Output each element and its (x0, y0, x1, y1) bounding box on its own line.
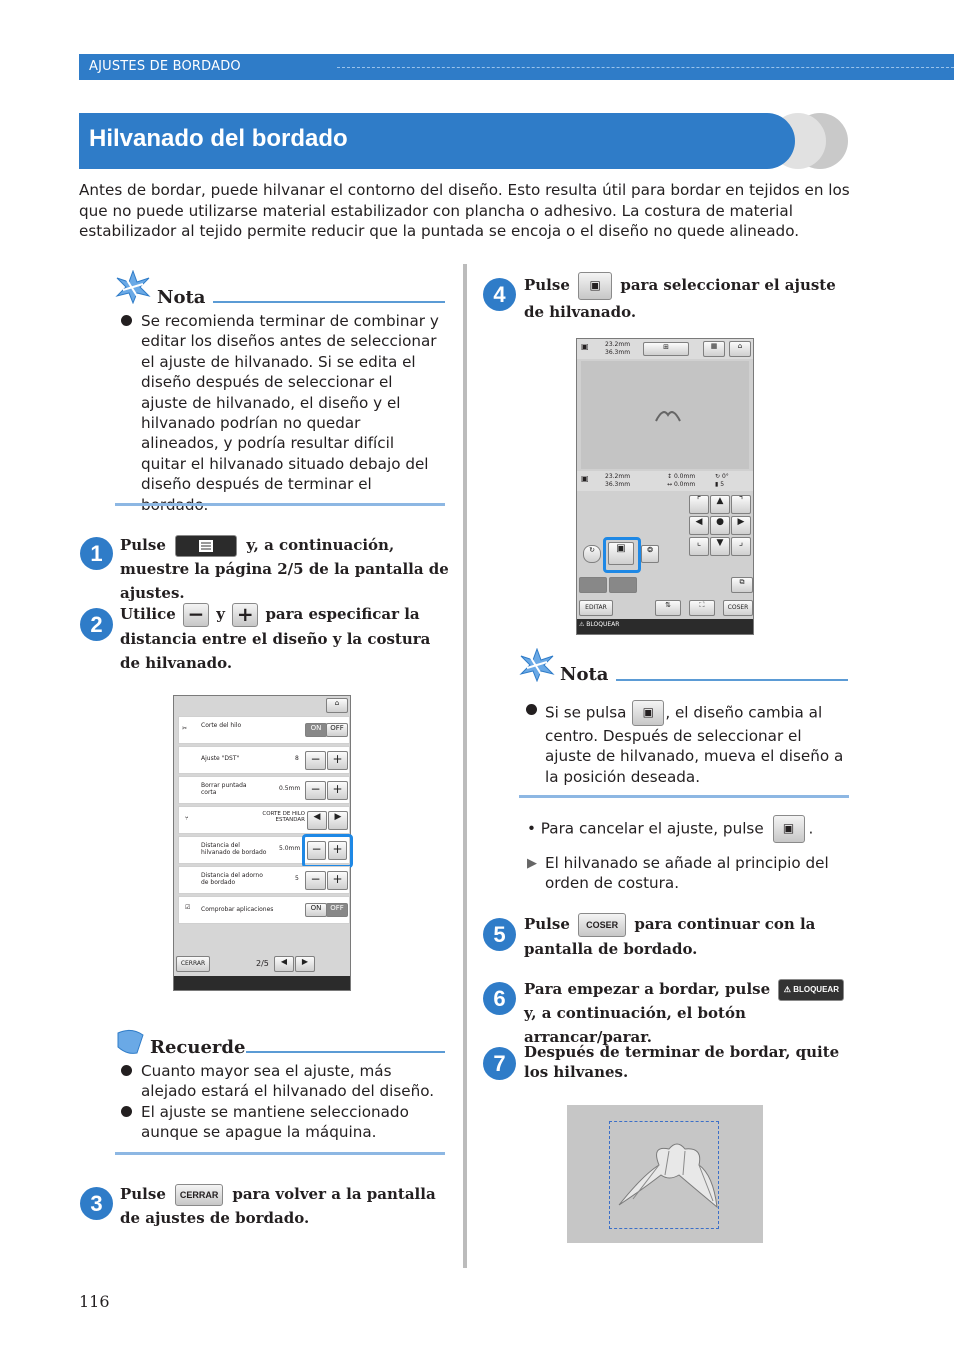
step-5-text (524, 912, 844, 961)
home-icon[interactable]: ⌂ (326, 698, 348, 713)
next-page-button[interactable]: ▶ (295, 956, 315, 972)
settings-row (178, 836, 350, 864)
info-unit: mm (618, 473, 631, 480)
bullet (526, 704, 537, 715)
row-value (279, 845, 300, 852)
embroidery-screen (576, 338, 754, 635)
value-number: 5.0 (279, 845, 289, 852)
center-button[interactable]: ● (710, 516, 730, 535)
row-value: 8 (295, 755, 299, 762)
step-number: 2 (80, 608, 113, 641)
recuerde-icon (115, 1027, 147, 1057)
preview-area (581, 361, 749, 469)
step-text: Pulse (120, 1185, 166, 1203)
settings-row: ✂ Corte del hilo ON OFF (178, 716, 350, 744)
step-text: Pulse (524, 276, 570, 294)
left-arrow-button[interactable]: ◀ (307, 811, 327, 830)
pos-unit: mm (683, 481, 696, 488)
info-w-value: 23.2 (605, 473, 619, 480)
size-h (605, 349, 630, 356)
nota-bottom-rule (115, 503, 445, 506)
result-arrow-icon: ▶ (527, 856, 537, 871)
on-button[interactable]: ON (305, 723, 327, 737)
rotate-icon[interactable]: ↻ (583, 545, 601, 563)
bottom-bar (577, 619, 753, 634)
step-text: y, a continuación, muestre la página 2/5 de la pantalla de ajustes. (120, 536, 449, 602)
arrow-down[interactable]: ▼ (710, 537, 730, 556)
arrow-up[interactable]: ▲ (710, 495, 730, 514)
info-bar: ▣ 23.2mm 36.3mm ↕ 0.0mm ↔ 0.0mm ↻ 0° ▮ 5 (577, 471, 753, 491)
settings-row (178, 866, 350, 894)
value-number: 0.5 (279, 785, 289, 792)
lock-label: BLOQUEAR (586, 621, 620, 628)
bullet (121, 315, 132, 326)
settings-row: ☑ Comprobar aplicaciones ON OFF (178, 896, 350, 924)
hoop-icon[interactable]: ⊞ (643, 342, 689, 356)
step-text: Utilice (120, 605, 176, 623)
row-label: Ajuste "DST" (201, 755, 240, 762)
size-unit: mm (618, 341, 631, 348)
angle: ↻ 0° (715, 473, 729, 480)
home-icon[interactable]: ⌂ (729, 341, 751, 357)
bottom-bar (174, 976, 350, 990)
step-4-text (524, 272, 844, 324)
section-label: AJUSTES DE BORDADO (89, 59, 241, 74)
lock-button[interactable]: ⚠ BLOQUEAR (579, 621, 620, 628)
recuerde-item: El ajuste se mantiene seleccionado aunque se apague la máquina. (141, 1103, 409, 1142)
step-text: y (216, 605, 225, 623)
plus-button[interactable]: + (328, 841, 347, 860)
on-button[interactable]: ON (305, 903, 327, 917)
lock-label: BLOQUEAR (793, 985, 839, 994)
arrow-down-left[interactable]: ⌞ (689, 537, 709, 556)
step-text: para especificar la distancia entre el diseño y la costura de hilvanado. (120, 605, 431, 672)
nota-heading: Nota (157, 287, 206, 308)
pos-x-value: 0.0 (673, 473, 684, 480)
nota-text: Se recomienda terminar de combinar y editar los diseños antes de seleccionar el ajuste de hilvanado. Si se edita el diseño después de seleccionar el ajuste de hilvanado, el diseño y el hilvanado podrían no quedar alineados, y podría resultar difícil quitar el hilvanado situado debajo del diseño después de terminar el bordado. (141, 312, 439, 514)
intro-paragraph: Antes de bordar, puede hilvanar el contorno del diseño. Esto resulta útil para bordar en tejidos en los que no puede utilizarse material estabilizador con plancha o adhesivo. La costura de material estabilizador al tejido permite reducir que la puntada se encoja o el diseño no quede alineado. (79, 181, 850, 240)
step-number: 6 (483, 982, 516, 1015)
nota-rule (616, 679, 848, 681)
basting-icon[interactable]: ▣ (632, 700, 664, 726)
step-text: Pulse (524, 915, 570, 933)
info-unit: mm (618, 481, 631, 488)
needle-icon[interactable]: ⇅ (655, 600, 681, 616)
step-number: 3 (80, 1187, 113, 1220)
step-2-text (120, 602, 440, 675)
size-h-value: 36.3 (605, 349, 619, 356)
page-indicator: 2/5 (256, 959, 269, 968)
pos-y: ↔ 0.0mm (667, 481, 696, 488)
title-bar (79, 113, 795, 169)
plus-button[interactable]: + (327, 781, 348, 800)
prev-page-button[interactable]: ◀ (274, 956, 294, 972)
bullet (121, 1106, 132, 1117)
recuerde-item: Cuanto mayor sea el ajuste, más alejado estará el hilvanado del diseño. (141, 1062, 435, 1101)
coser-button[interactable]: COSER (723, 600, 753, 616)
basting-icon[interactable]: ▣ (773, 815, 805, 843)
right-arrow-button[interactable]: ▶ (328, 811, 348, 830)
step-text: para seleccionar el ajuste de hilvanado. (524, 276, 836, 321)
lock-button-icon[interactable]: ⚠ BLOQUEAR (778, 979, 844, 1001)
angle-value: 0° (721, 473, 729, 480)
nota-bottom-rule (519, 795, 849, 798)
step-number: 7 (483, 1047, 516, 1080)
step-6-text (524, 977, 849, 1049)
page-icon[interactable]: ⧉ (731, 577, 753, 593)
page-number: 116 (79, 1292, 110, 1311)
step-7-text: Después de terminar de bordar, quite los hilvanes. (524, 1043, 840, 1081)
editar-button[interactable]: EDITAR (579, 600, 613, 616)
plus-icon[interactable]: + (232, 603, 258, 627)
settings-key-icon[interactable] (175, 535, 237, 557)
value-unit: mm (288, 845, 301, 852)
recuerde-bottom-rule (115, 1152, 445, 1155)
size-bar: ▣ 23.2mm 36.3mm ⊞ ▦ ⌂ (577, 339, 753, 359)
stitch-button[interactable] (579, 577, 607, 593)
row-label: Corte del hilo (201, 722, 242, 729)
plus-button[interactable]: + (327, 751, 348, 770)
value-unit: mm (288, 785, 301, 792)
row-value: 5 (295, 875, 299, 882)
view-icon[interactable]: ▦ (703, 341, 725, 357)
arrow-up-right[interactable]: ⌝ (731, 495, 751, 514)
frame-icon[interactable]: ⛶ (689, 600, 715, 616)
plus-button[interactable]: + (327, 871, 348, 890)
cerrar-button-icon[interactable]: CERRAR (175, 1184, 223, 1206)
embroidery-design (613, 1135, 723, 1215)
size-w (605, 341, 630, 348)
row-label: Borrar puntada corta (201, 782, 247, 796)
pos-unit: mm (683, 473, 696, 480)
nota-icon (115, 270, 151, 304)
cancel-text (527, 815, 847, 843)
row-label: Distancia del hilvanado de bordado (201, 842, 267, 856)
row-value: CORTE DE HILO ESTANDAR (262, 811, 305, 823)
page-title: Hilvanado del bordado (89, 125, 348, 152)
running-header (79, 54, 954, 80)
minus-icon[interactable]: − (183, 603, 209, 627)
info-h (605, 481, 630, 488)
row-value (279, 785, 300, 792)
step-text: para continuar con la pantalla de bordado. (524, 915, 816, 958)
column-divider (463, 264, 467, 1268)
step-3-text (120, 1182, 440, 1230)
settings-row (178, 776, 350, 804)
nota-heading: Nota (560, 664, 609, 685)
cerrar-button[interactable]: CERRAR (176, 956, 210, 972)
minus-button[interactable]: − (305, 871, 326, 890)
nota-text (545, 700, 845, 787)
recuerde-heading: Recuerde (150, 1037, 246, 1058)
minus-button[interactable]: − (305, 781, 326, 800)
stitch-button[interactable] (609, 577, 637, 593)
basting-icon[interactable]: ▣ (578, 272, 612, 300)
cancel-text-part: • Para cancelar el ajuste, pulse (527, 819, 764, 838)
nota-icon (519, 648, 555, 682)
arrow-right[interactable]: ▶ (731, 516, 751, 535)
settings-row (178, 746, 350, 774)
step-number: 4 (483, 278, 516, 311)
minus-button[interactable]: − (305, 751, 326, 770)
step-text: Pulse (120, 536, 166, 554)
size-w-value: 23.2 (605, 341, 619, 348)
result-text: El hilvanado se añade al principio del orden de costura. (545, 854, 829, 893)
settings-screen (173, 695, 351, 991)
minus-button[interactable]: − (307, 841, 326, 860)
design-icon (653, 405, 683, 425)
off-button[interactable]: OFF (326, 723, 348, 737)
pos-x: ↕ 0.0mm (667, 473, 696, 480)
arrow-down-right[interactable]: ⌟ (731, 537, 751, 556)
arrow-up-left[interactable]: ⌜ (689, 495, 709, 514)
row-label: Distancia del adorno de bordado (201, 872, 263, 886)
cancel-text-part: . (808, 819, 814, 838)
color-count: ▮ 5 (715, 481, 725, 488)
step-text: Para empezar a bordar, pulse (524, 980, 771, 998)
color-count-value: 5 (720, 481, 725, 488)
nota-rule (213, 301, 445, 303)
step-text: para volver a la pantalla de ajustes de bordado. (120, 1185, 436, 1227)
step-1-text (120, 533, 450, 605)
coser-button-icon[interactable]: COSER (578, 913, 626, 937)
basting-button[interactable]: ▣ (608, 542, 634, 565)
size-unit: mm (618, 349, 631, 356)
embroidery-result-image (567, 1105, 763, 1243)
info-h-value: 36.3 (605, 481, 619, 488)
bullet (121, 1065, 132, 1076)
step-number: 1 (80, 537, 113, 570)
recuerde-rule (246, 1051, 445, 1053)
header-dash (337, 67, 954, 68)
nota-text-part: , el diseño cambia al centro. Después de seleccionar el ajuste de hilvanado, mueva el diseño a la posición deseada. (545, 703, 844, 786)
settings-row: ⑂ CORTE DE HILO ESTANDAR ◀ ▶ (178, 806, 350, 834)
arrow-pad (689, 495, 751, 557)
row-label: Comprobar aplicaciones (201, 906, 274, 913)
pos-y-value: 0.0 (673, 481, 684, 488)
step-number: 5 (483, 918, 516, 951)
off-button[interactable]: OFF (326, 903, 348, 917)
applique-icon[interactable]: ❂ (641, 545, 659, 563)
step-text: y, a continuación, el botón arrancar/parar. (524, 1004, 746, 1046)
nota-text-part: Si se pulsa (545, 703, 627, 722)
arrow-left[interactable]: ◀ (689, 516, 709, 535)
info-w (605, 473, 630, 480)
